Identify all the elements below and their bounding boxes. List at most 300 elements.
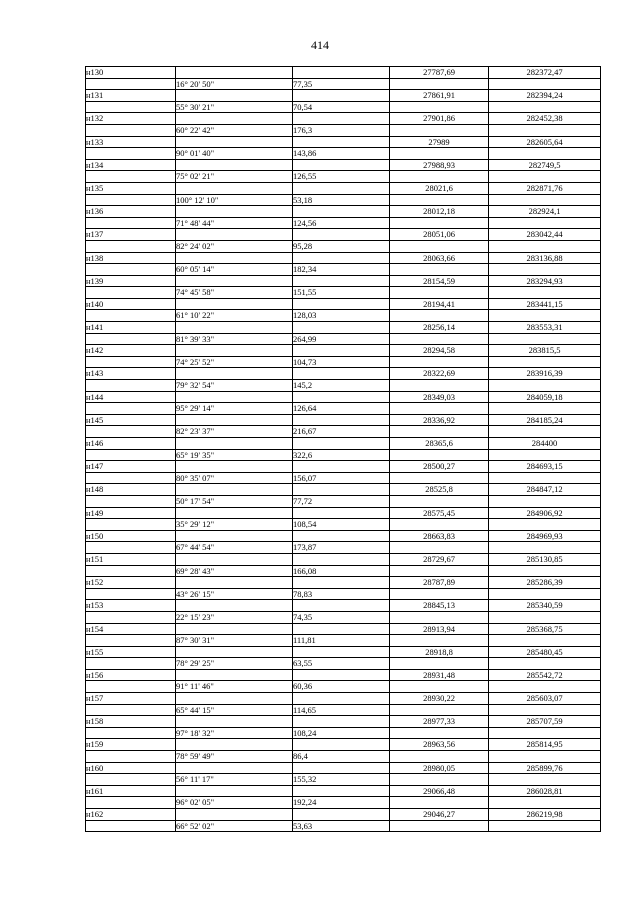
distance-cell: 108,24 xyxy=(293,727,390,739)
distance-cell: 77,35 xyxy=(293,78,390,90)
x-coordinate-cell: 28012,18 xyxy=(390,206,489,218)
point-name-cell: н141 xyxy=(86,322,176,334)
angle-cell: 50° 17' 54" xyxy=(176,495,293,507)
empty-point-cell xyxy=(86,124,176,136)
point-row xyxy=(86,693,601,705)
empty-x-cell xyxy=(390,333,489,345)
empty-distance-cell xyxy=(293,785,390,797)
angle-cell: 55° 30' 21" xyxy=(176,101,293,113)
point-row xyxy=(86,669,601,681)
empty-angle-cell xyxy=(176,600,293,612)
empty-angle-cell xyxy=(176,762,293,774)
point-name-cell: н158 xyxy=(86,716,176,728)
distance-cell: 192,24 xyxy=(293,797,390,809)
x-coordinate-cell: 28525,8 xyxy=(390,484,489,496)
empty-distance-cell xyxy=(293,646,390,658)
segment-row xyxy=(86,681,601,693)
distance-cell: 151,55 xyxy=(293,287,390,299)
y-coordinate-cell: 283553,31 xyxy=(489,322,601,334)
empty-x-cell xyxy=(390,495,489,507)
y-coordinate-cell: 282871,76 xyxy=(489,182,601,194)
empty-distance-cell xyxy=(293,600,390,612)
distance-cell: 156,07 xyxy=(293,472,390,484)
empty-x-cell xyxy=(390,658,489,670)
point-name-cell: н159 xyxy=(86,739,176,751)
empty-point-cell xyxy=(86,240,176,252)
empty-point-cell xyxy=(86,774,176,786)
empty-angle-cell xyxy=(176,298,293,310)
point-name-cell: н146 xyxy=(86,438,176,450)
x-coordinate-cell: 28575,45 xyxy=(390,507,489,519)
angle-cell: 97° 18' 32" xyxy=(176,727,293,739)
angle-cell: 78° 59' 49" xyxy=(176,751,293,763)
empty-point-cell xyxy=(86,519,176,531)
empty-angle-cell xyxy=(176,646,293,658)
empty-x-cell xyxy=(390,380,489,392)
empty-x-cell xyxy=(390,751,489,763)
point-row xyxy=(86,182,601,194)
empty-distance-cell xyxy=(293,507,390,519)
empty-y-cell xyxy=(489,820,601,832)
point-name-cell: н140 xyxy=(86,298,176,310)
point-name-cell: н161 xyxy=(86,785,176,797)
angle-cell: 81° 39' 33" xyxy=(176,333,293,345)
point-name-cell: н137 xyxy=(86,229,176,241)
distance-cell: 182,34 xyxy=(293,264,390,276)
angle-cell: 16° 20' 50" xyxy=(176,78,293,90)
x-coordinate-cell: 28963,56 xyxy=(390,739,489,751)
segment-row xyxy=(86,542,601,554)
segment-row xyxy=(86,774,601,786)
x-coordinate-cell: 28913,94 xyxy=(390,623,489,635)
point-name-cell: н153 xyxy=(86,600,176,612)
point-row xyxy=(86,414,601,426)
segment-row xyxy=(86,264,601,276)
empty-y-cell xyxy=(489,240,601,252)
x-coordinate-cell: 27787,69 xyxy=(390,67,489,79)
empty-y-cell xyxy=(489,171,601,183)
x-coordinate-cell: 28918,8 xyxy=(390,646,489,658)
segment-row xyxy=(86,333,601,345)
point-row xyxy=(86,623,601,635)
distance-cell: 78,83 xyxy=(293,588,390,600)
angle-cell: 79° 32' 54" xyxy=(176,380,293,392)
point-row xyxy=(86,716,601,728)
point-row xyxy=(86,368,601,380)
empty-point-cell xyxy=(86,449,176,461)
segment-row xyxy=(86,704,601,716)
y-coordinate-cell: 283294,93 xyxy=(489,275,601,287)
y-coordinate-cell: 284693,15 xyxy=(489,461,601,473)
empty-angle-cell xyxy=(176,484,293,496)
y-coordinate-cell: 282605,64 xyxy=(489,136,601,148)
empty-x-cell xyxy=(390,588,489,600)
point-name-cell: н144 xyxy=(86,391,176,403)
empty-angle-cell xyxy=(176,507,293,519)
empty-angle-cell xyxy=(176,275,293,287)
y-coordinate-cell: 284906,92 xyxy=(489,507,601,519)
empty-y-cell xyxy=(489,774,601,786)
empty-x-cell xyxy=(390,240,489,252)
y-coordinate-cell: 286219,98 xyxy=(489,809,601,821)
point-name-cell: н132 xyxy=(86,113,176,125)
empty-distance-cell xyxy=(293,553,390,565)
x-coordinate-cell: 28729,67 xyxy=(390,553,489,565)
segment-row xyxy=(86,820,601,832)
empty-x-cell xyxy=(390,449,489,461)
point-row xyxy=(86,646,601,658)
empty-x-cell xyxy=(390,171,489,183)
point-name-cell: н162 xyxy=(86,809,176,821)
point-row xyxy=(86,322,601,334)
empty-x-cell xyxy=(390,727,489,739)
empty-angle-cell xyxy=(176,438,293,450)
empty-point-cell xyxy=(86,171,176,183)
empty-distance-cell xyxy=(293,368,390,380)
x-coordinate-cell: 28845,13 xyxy=(390,600,489,612)
y-coordinate-cell: 284969,93 xyxy=(489,530,601,542)
point-name-cell: н155 xyxy=(86,646,176,658)
empty-distance-cell xyxy=(293,693,390,705)
empty-angle-cell xyxy=(176,553,293,565)
empty-y-cell xyxy=(489,356,601,368)
point-row xyxy=(86,90,601,102)
x-coordinate-cell: 27861,91 xyxy=(390,90,489,102)
distance-cell: 216,67 xyxy=(293,426,390,438)
y-coordinate-cell: 283136,88 xyxy=(489,252,601,264)
distance-cell: 114,65 xyxy=(293,704,390,716)
empty-angle-cell xyxy=(176,693,293,705)
point-row xyxy=(86,298,601,310)
y-coordinate-cell: 284400 xyxy=(489,438,601,450)
point-row xyxy=(86,438,601,450)
empty-y-cell xyxy=(489,380,601,392)
empty-angle-cell xyxy=(176,414,293,426)
empty-x-cell xyxy=(390,681,489,693)
empty-distance-cell xyxy=(293,206,390,218)
point-row xyxy=(86,67,601,79)
x-coordinate-cell: 29046,27 xyxy=(390,809,489,821)
y-coordinate-cell: 285340,59 xyxy=(489,600,601,612)
distance-cell: 126,64 xyxy=(293,403,390,415)
point-name-cell: н160 xyxy=(86,762,176,774)
empty-distance-cell xyxy=(293,345,390,357)
distance-cell: 86,4 xyxy=(293,751,390,763)
empty-angle-cell xyxy=(176,669,293,681)
angle-cell: 95° 29' 14" xyxy=(176,403,293,415)
empty-distance-cell xyxy=(293,67,390,79)
empty-point-cell xyxy=(86,542,176,554)
empty-angle-cell xyxy=(176,136,293,148)
distance-cell: 60,36 xyxy=(293,681,390,693)
y-coordinate-cell: 283815,5 xyxy=(489,345,601,357)
empty-angle-cell xyxy=(176,739,293,751)
distance-cell: 166,08 xyxy=(293,565,390,577)
segment-row xyxy=(86,101,601,113)
y-coordinate-cell: 282452,38 xyxy=(489,113,601,125)
x-coordinate-cell: 28349,03 xyxy=(390,391,489,403)
y-coordinate-cell: 283441,15 xyxy=(489,298,601,310)
segment-row xyxy=(86,588,601,600)
angle-cell: 65° 44' 15" xyxy=(176,704,293,716)
point-row xyxy=(86,206,601,218)
distance-cell: 53,63 xyxy=(293,820,390,832)
x-coordinate-cell: 28663,83 xyxy=(390,530,489,542)
point-row xyxy=(86,461,601,473)
point-row xyxy=(86,113,601,125)
empty-point-cell xyxy=(86,472,176,484)
distance-cell: 143,86 xyxy=(293,148,390,160)
x-coordinate-cell: 28194,41 xyxy=(390,298,489,310)
segment-row xyxy=(86,658,601,670)
empty-x-cell xyxy=(390,565,489,577)
angle-cell: 66° 52' 02" xyxy=(176,820,293,832)
empty-angle-cell xyxy=(176,623,293,635)
empty-y-cell xyxy=(489,751,601,763)
y-coordinate-cell: 282924,1 xyxy=(489,206,601,218)
empty-y-cell xyxy=(489,588,601,600)
empty-point-cell xyxy=(86,148,176,160)
angle-cell: 35° 29' 12" xyxy=(176,519,293,531)
empty-point-cell xyxy=(86,820,176,832)
x-coordinate-cell: 28365,6 xyxy=(390,438,489,450)
empty-point-cell xyxy=(86,380,176,392)
empty-angle-cell xyxy=(176,345,293,357)
empty-x-cell xyxy=(390,472,489,484)
x-coordinate-cell: 28294,58 xyxy=(390,345,489,357)
x-coordinate-cell: 28980,05 xyxy=(390,762,489,774)
distance-cell: 108,54 xyxy=(293,519,390,531)
segment-row xyxy=(86,449,601,461)
empty-x-cell xyxy=(390,542,489,554)
empty-point-cell xyxy=(86,194,176,206)
point-name-cell: н135 xyxy=(86,182,176,194)
y-coordinate-cell: 285603,07 xyxy=(489,693,601,705)
distance-cell: 95,28 xyxy=(293,240,390,252)
point-name-cell: н139 xyxy=(86,275,176,287)
point-row xyxy=(86,577,601,589)
distance-cell: 264,99 xyxy=(293,333,390,345)
point-row xyxy=(86,600,601,612)
x-coordinate-cell: 28322,69 xyxy=(390,368,489,380)
empty-distance-cell xyxy=(293,159,390,171)
empty-y-cell xyxy=(489,78,601,90)
empty-distance-cell xyxy=(293,252,390,264)
angle-cell: 60° 22' 42" xyxy=(176,124,293,136)
empty-distance-cell xyxy=(293,113,390,125)
empty-point-cell xyxy=(86,681,176,693)
empty-point-cell xyxy=(86,751,176,763)
point-name-cell: н152 xyxy=(86,577,176,589)
segment-row xyxy=(86,240,601,252)
empty-y-cell xyxy=(489,449,601,461)
segment-row xyxy=(86,380,601,392)
empty-x-cell xyxy=(390,704,489,716)
segment-row xyxy=(86,287,601,299)
segment-row xyxy=(86,751,601,763)
empty-point-cell xyxy=(86,310,176,322)
coordinates-table xyxy=(85,66,601,832)
empty-y-cell xyxy=(489,797,601,809)
empty-distance-cell xyxy=(293,182,390,194)
angle-cell: 43° 26' 15" xyxy=(176,588,293,600)
segment-row xyxy=(86,124,601,136)
point-row xyxy=(86,530,601,542)
empty-angle-cell xyxy=(176,368,293,380)
empty-x-cell xyxy=(390,426,489,438)
empty-x-cell xyxy=(390,797,489,809)
empty-point-cell xyxy=(86,356,176,368)
empty-point-cell xyxy=(86,658,176,670)
point-name-cell: н147 xyxy=(86,461,176,473)
empty-y-cell xyxy=(489,472,601,484)
empty-y-cell xyxy=(489,403,601,415)
empty-y-cell xyxy=(489,727,601,739)
point-name-cell: н145 xyxy=(86,414,176,426)
empty-angle-cell xyxy=(176,206,293,218)
empty-angle-cell xyxy=(176,322,293,334)
x-coordinate-cell: 28154,59 xyxy=(390,275,489,287)
distance-cell: 53,18 xyxy=(293,194,390,206)
empty-point-cell xyxy=(86,78,176,90)
segment-row xyxy=(86,403,601,415)
empty-x-cell xyxy=(390,820,489,832)
distance-cell: 173,87 xyxy=(293,542,390,554)
empty-angle-cell xyxy=(176,716,293,728)
y-coordinate-cell: 284185,24 xyxy=(489,414,601,426)
x-coordinate-cell: 28256,14 xyxy=(390,322,489,334)
empty-x-cell xyxy=(390,403,489,415)
empty-point-cell xyxy=(86,287,176,299)
y-coordinate-cell: 283042,44 xyxy=(489,229,601,241)
empty-x-cell xyxy=(390,519,489,531)
empty-angle-cell xyxy=(176,785,293,797)
distance-cell: 128,03 xyxy=(293,310,390,322)
x-coordinate-cell: 27988,93 xyxy=(390,159,489,171)
empty-point-cell xyxy=(86,588,176,600)
point-name-cell: н136 xyxy=(86,206,176,218)
distance-cell: 155,32 xyxy=(293,774,390,786)
x-coordinate-cell: 28051,06 xyxy=(390,229,489,241)
point-row xyxy=(86,739,601,751)
empty-distance-cell xyxy=(293,90,390,102)
point-row xyxy=(86,785,601,797)
x-coordinate-cell: 28977,33 xyxy=(390,716,489,728)
angle-cell: 91° 11' 46" xyxy=(176,681,293,693)
empty-y-cell xyxy=(489,704,601,716)
empty-point-cell xyxy=(86,727,176,739)
empty-y-cell xyxy=(489,658,601,670)
empty-y-cell xyxy=(489,495,601,507)
page-number: 414 xyxy=(311,38,329,52)
point-name-cell: н134 xyxy=(86,159,176,171)
empty-distance-cell xyxy=(293,414,390,426)
empty-point-cell xyxy=(86,704,176,716)
segment-row xyxy=(86,727,601,739)
empty-distance-cell xyxy=(293,623,390,635)
empty-x-cell xyxy=(390,287,489,299)
empty-point-cell xyxy=(86,101,176,113)
point-row xyxy=(86,507,601,519)
empty-angle-cell xyxy=(176,229,293,241)
distance-cell: 70,54 xyxy=(293,101,390,113)
angle-cell: 75° 02' 21" xyxy=(176,171,293,183)
y-coordinate-cell: 285480,45 xyxy=(489,646,601,658)
point-name-cell: н142 xyxy=(86,345,176,357)
x-coordinate-cell: 27989 xyxy=(390,136,489,148)
distance-cell: 74,35 xyxy=(293,611,390,623)
empty-x-cell xyxy=(390,356,489,368)
segment-row xyxy=(86,797,601,809)
empty-distance-cell xyxy=(293,577,390,589)
segment-row xyxy=(86,426,601,438)
empty-point-cell xyxy=(86,333,176,345)
segment-row xyxy=(86,635,601,647)
angle-cell: 74° 25' 52" xyxy=(176,356,293,368)
angle-cell: 65° 19' 35" xyxy=(176,449,293,461)
segment-row xyxy=(86,171,601,183)
coordinates-table-body xyxy=(86,67,601,832)
angle-cell: 100° 12' 10" xyxy=(176,194,293,206)
empty-y-cell xyxy=(489,426,601,438)
angle-cell: 82° 24' 02" xyxy=(176,240,293,252)
empty-point-cell xyxy=(86,264,176,276)
empty-distance-cell xyxy=(293,669,390,681)
y-coordinate-cell: 285368,75 xyxy=(489,623,601,635)
empty-y-cell xyxy=(489,635,601,647)
y-coordinate-cell: 285707,59 xyxy=(489,716,601,728)
angle-cell: 22° 15' 23" xyxy=(176,611,293,623)
empty-point-cell xyxy=(86,426,176,438)
empty-y-cell xyxy=(489,217,601,229)
point-name-cell: н154 xyxy=(86,623,176,635)
y-coordinate-cell: 286028,81 xyxy=(489,785,601,797)
empty-x-cell xyxy=(390,194,489,206)
empty-distance-cell xyxy=(293,809,390,821)
empty-distance-cell xyxy=(293,530,390,542)
empty-y-cell xyxy=(489,194,601,206)
empty-x-cell xyxy=(390,264,489,276)
empty-distance-cell xyxy=(293,484,390,496)
angle-cell: 71° 48' 44" xyxy=(176,217,293,229)
point-name-cell: н143 xyxy=(86,368,176,380)
empty-x-cell xyxy=(390,774,489,786)
empty-distance-cell xyxy=(293,461,390,473)
empty-angle-cell xyxy=(176,67,293,79)
empty-x-cell xyxy=(390,124,489,136)
x-coordinate-cell: 28930,22 xyxy=(390,693,489,705)
angle-cell: 69° 28' 43" xyxy=(176,565,293,577)
y-coordinate-cell: 284059,18 xyxy=(489,391,601,403)
empty-angle-cell xyxy=(176,461,293,473)
y-coordinate-cell: 285899,76 xyxy=(489,762,601,774)
empty-point-cell xyxy=(86,403,176,415)
point-row xyxy=(86,159,601,171)
segment-row xyxy=(86,194,601,206)
distance-cell: 124,56 xyxy=(293,217,390,229)
point-row xyxy=(86,484,601,496)
empty-y-cell xyxy=(489,148,601,160)
empty-y-cell xyxy=(489,519,601,531)
segment-row xyxy=(86,356,601,368)
angle-cell: 80° 35' 07" xyxy=(176,472,293,484)
empty-angle-cell xyxy=(176,182,293,194)
angle-cell: 82° 23' 37" xyxy=(176,426,293,438)
x-coordinate-cell: 28336,92 xyxy=(390,414,489,426)
angle-cell: 74° 45' 58" xyxy=(176,287,293,299)
y-coordinate-cell: 283916,39 xyxy=(489,368,601,380)
empty-point-cell xyxy=(86,797,176,809)
